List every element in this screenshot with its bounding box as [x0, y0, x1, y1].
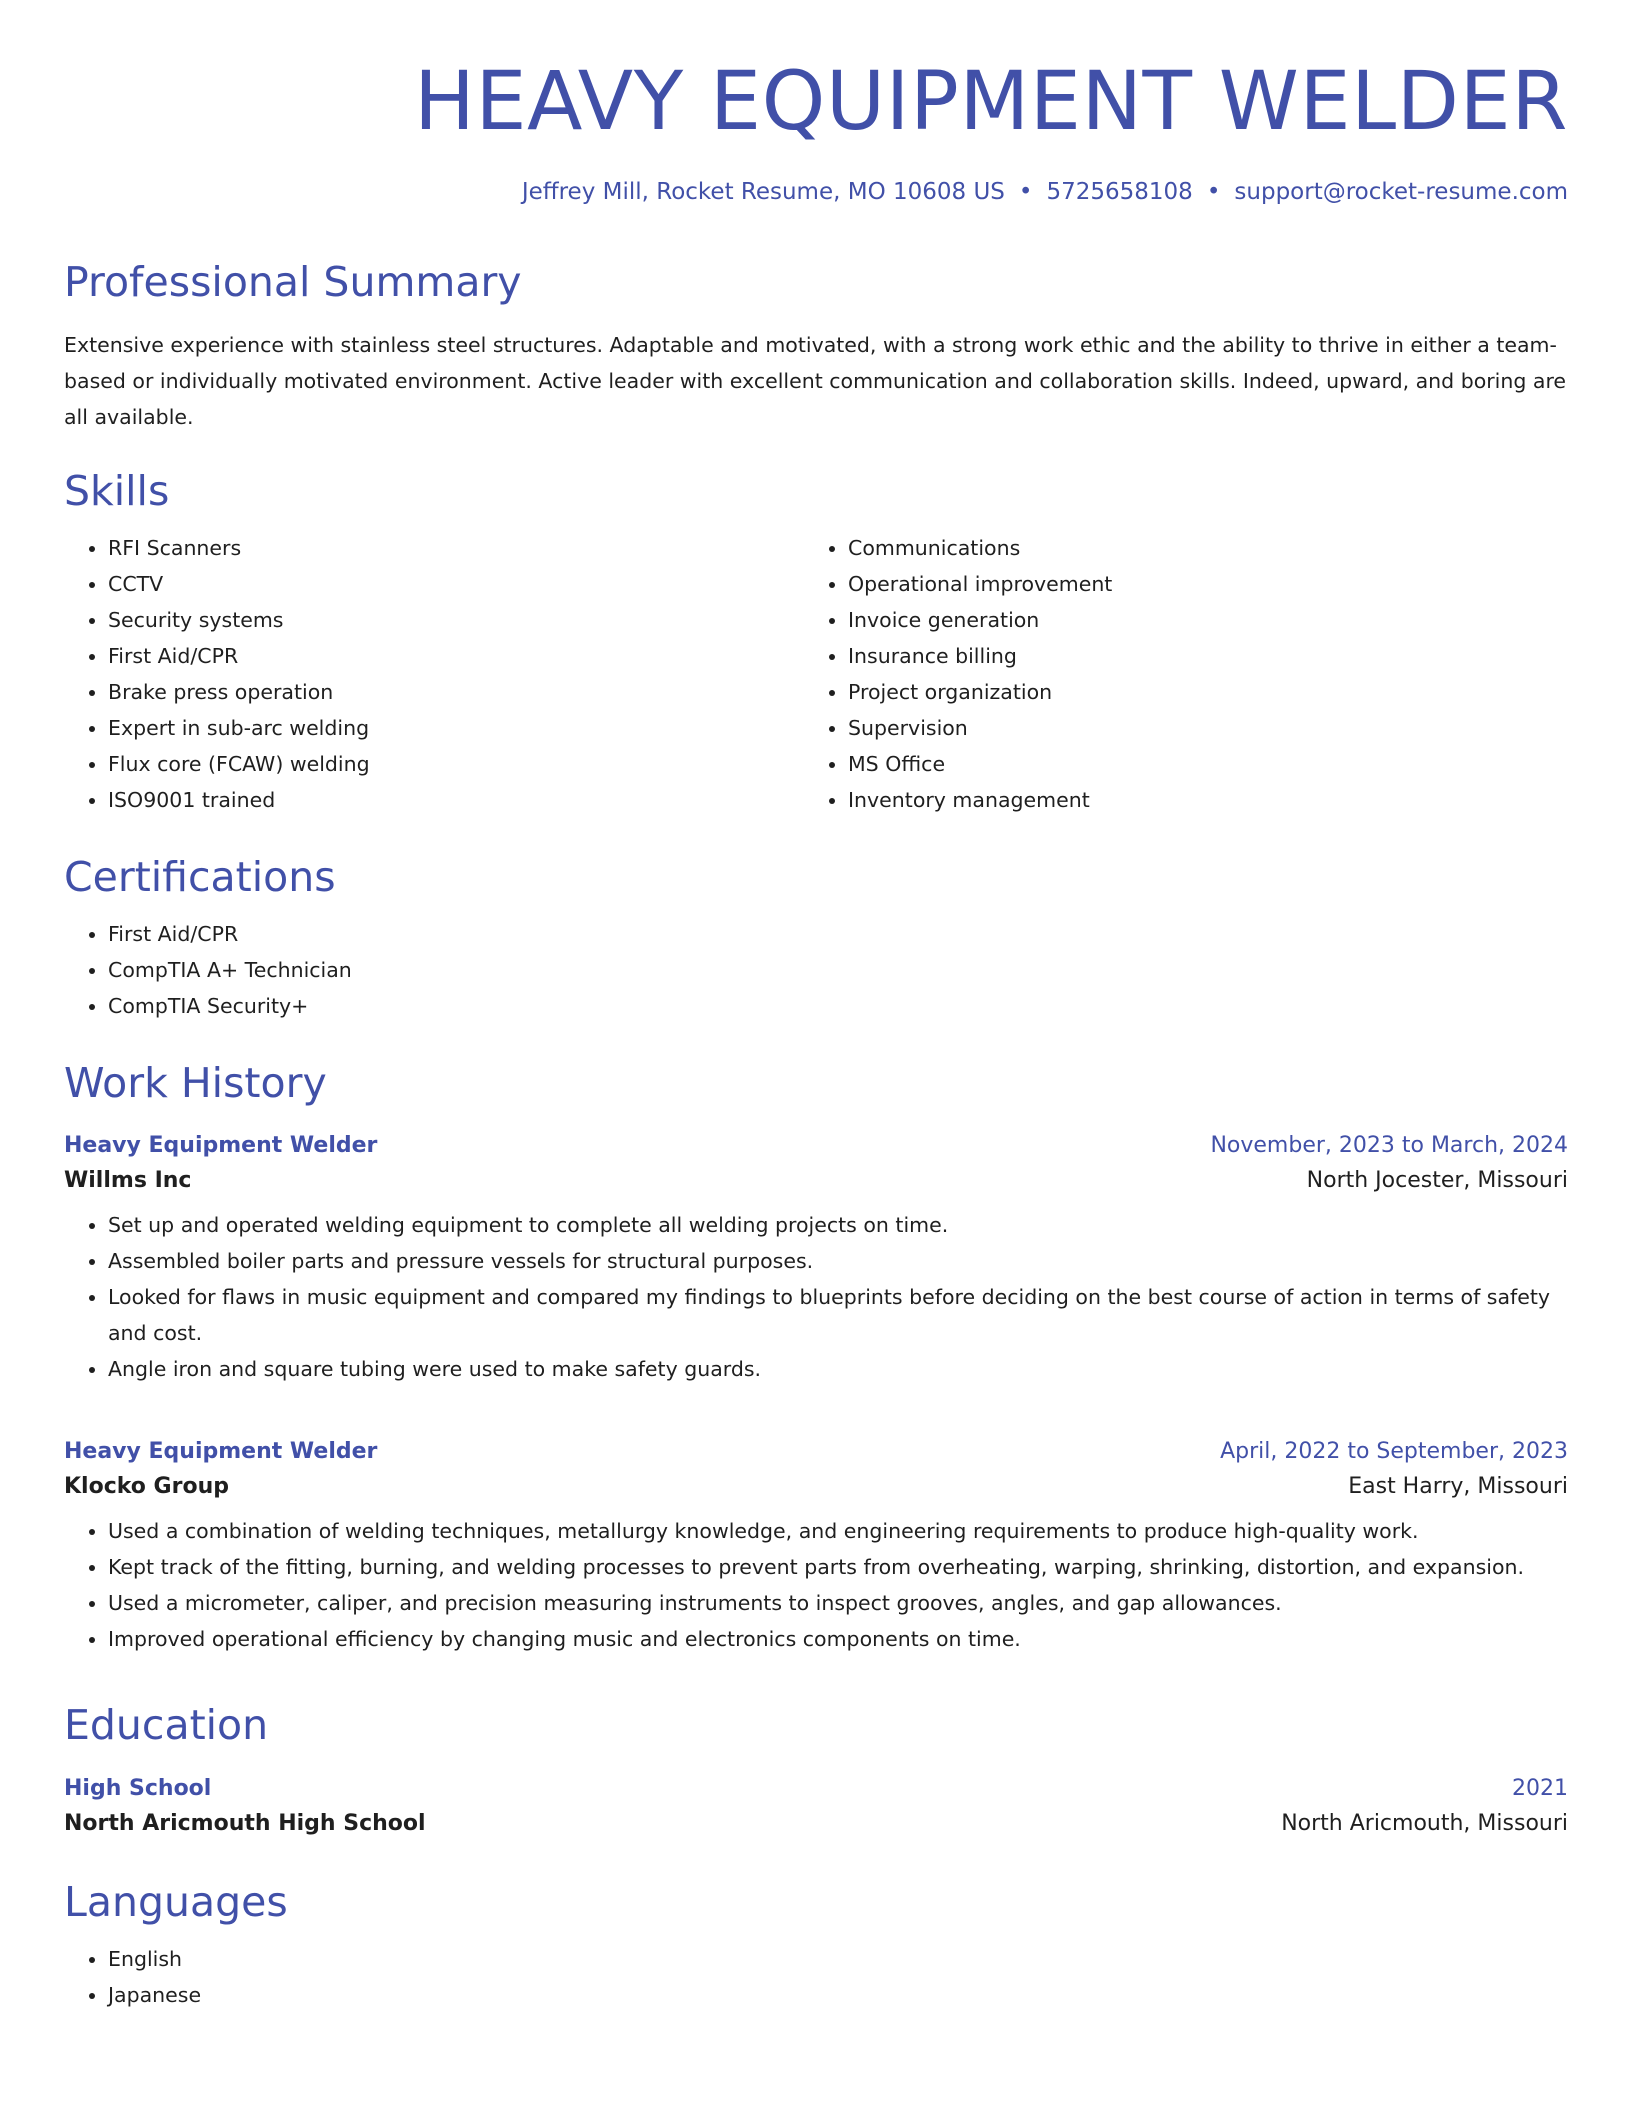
skill-item: • ISO9001 trained [108, 782, 804, 818]
section-title-skills: Skills [64, 467, 170, 515]
job-company: Willms Inc [64, 1168, 192, 1193]
skill-item: • Brake press operation [108, 674, 804, 710]
skill-item: • Security systems [108, 602, 804, 638]
work-history-section [64, 1059, 1568, 1107]
language-item: • English [108, 1941, 1568, 1977]
contact-line [64, 179, 1568, 205]
section-title-summary: Professional Summary [64, 258, 522, 306]
certification-item: • First Aid/CPR [108, 916, 1568, 952]
contact-phone: 5725658108 [1046, 179, 1193, 205]
job-bullet: • Assembled boiler parts and pressure vessels for structural purposes. [108, 1243, 1568, 1279]
skill-item: • Flux core (FCAW) welding [108, 746, 804, 782]
skill-item: • MS Office [848, 746, 1544, 782]
certifications-section [64, 853, 1568, 1024]
skill-item: • Insurance billing [848, 638, 1544, 674]
candidate-name: HEAVY EQUIPMENT WELDER [413, 55, 1568, 149]
job-entry [64, 1133, 1568, 1387]
skill-item: • Supervision [848, 710, 1544, 746]
skills-grid [64, 530, 1568, 818]
section-title-work-history: Work History [64, 1059, 327, 1107]
job-dates: November, 2023 to March, 2024 [1210, 1133, 1568, 1158]
summary-section [64, 258, 1568, 435]
skills-column-right [804, 530, 1544, 818]
resume-header [64, 55, 1568, 205]
contact-separator: • [1206, 179, 1221, 205]
skill-item: • Inventory management [848, 782, 1544, 818]
section-title-education: Education [64, 1701, 269, 1749]
education-section [64, 1701, 1568, 1836]
skill-item: • Project organization [848, 674, 1544, 710]
skill-item: • Expert in sub-arc welding [108, 710, 804, 746]
certification-item: • CompTIA Security+ [108, 988, 1568, 1024]
job-location: East Harry, Missouri [1348, 1474, 1568, 1499]
job-bullet: • Improved operational efficiency by changing music and electronics components on time. [108, 1621, 1568, 1657]
job-location: North Jocester, Missouri [1306, 1168, 1568, 1193]
contact-separator: • [1018, 179, 1033, 205]
certification-item: • CompTIA A+ Technician [108, 952, 1568, 988]
education-degree: High School [64, 1776, 212, 1801]
skill-item: • Communications [848, 530, 1544, 566]
job-title: Heavy Equipment Welder [64, 1133, 378, 1158]
job-entry [64, 1439, 1568, 1657]
job-bullet: • Angle iron and square tubing were used to make safety guards. [108, 1351, 1568, 1387]
contact-email: support@rocket-resume.com [1234, 179, 1568, 205]
education-location: North Aricmouth, Missouri [1281, 1811, 1568, 1836]
job-subheader [64, 1168, 1568, 1193]
job-header [64, 1133, 1568, 1158]
section-title-languages: Languages [64, 1878, 288, 1926]
education-school: North Aricmouth High School [64, 1811, 426, 1836]
education-year: 2021 [1512, 1776, 1568, 1801]
job-header [64, 1439, 1568, 1464]
skill-item: • RFI Scanners [108, 530, 804, 566]
job-company: Klocko Group [64, 1474, 229, 1499]
contact-address: Jeffrey Mill, Rocket Resume, MO 10608 US [521, 179, 1005, 205]
summary-text: Extensive experience with stainless steel structures. Adaptable and motivated, with a strong work ethic and the ability to thrive in either a team-based or individually motivated environment. Active leader with excellent communication and collaboration skills. Indeed, upward, and boring are all available. [64, 333, 1567, 429]
job-subheader [64, 1474, 1568, 1499]
section-title-certifications: Certifications [64, 853, 336, 901]
job-title: Heavy Equipment Welder [64, 1439, 378, 1464]
skill-item: • First Aid/CPR [108, 638, 804, 674]
job-dates: April, 2022 to September, 2023 [1220, 1439, 1568, 1464]
job-bullet: • Used a micrometer, caliper, and precision measuring instruments to inspect grooves, angles, and gap allowances. [108, 1585, 1568, 1621]
skills-section [64, 467, 1568, 818]
education-subheader [64, 1811, 1568, 1836]
education-header [64, 1776, 1568, 1801]
skills-column-left [64, 530, 804, 818]
job-bullet: • Looked for flaws in music equipment and compared my findings to blueprints before deciding on the best course of action in terms of safety and cost. [108, 1279, 1568, 1351]
job-bullet: • Used a combination of welding techniques, metallurgy knowledge, and engineering requirements to produce high-quality work. [108, 1513, 1568, 1549]
languages-section [64, 1878, 1568, 2013]
skill-item: • Operational improvement [848, 566, 1544, 602]
language-item: • Japanese [108, 1977, 1568, 2013]
job-bullet: • Kept track of the fitting, burning, and welding processes to prevent parts from overheating, warping, shrinking, distortion, and expansion. [108, 1549, 1568, 1585]
job-bullet: • Set up and operated welding equipment to complete all welding projects on time. [108, 1207, 1568, 1243]
skill-item: • CCTV [108, 566, 804, 602]
skill-item: • Invoice generation [848, 602, 1544, 638]
